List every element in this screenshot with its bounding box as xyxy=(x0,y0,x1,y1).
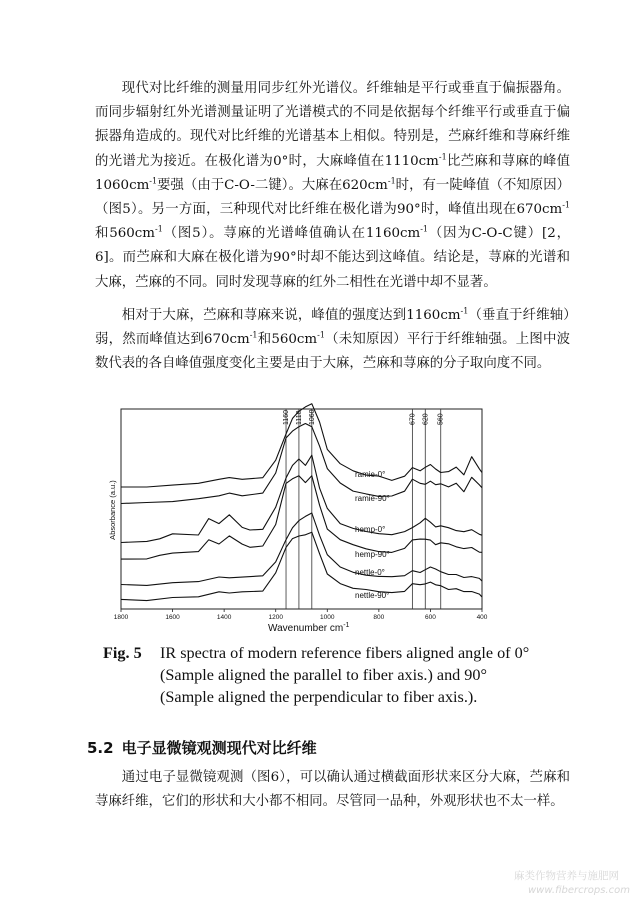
x-tick-label-600: 600 xyxy=(424,614,436,621)
section-number: 5.2 xyxy=(87,739,114,757)
figure-caption xyxy=(103,642,543,708)
marker-label-1160: 1160 xyxy=(283,409,291,425)
series-label-nettle-90°: nettle-90° xyxy=(355,591,390,600)
x-tick-label-1600: 1600 xyxy=(165,614,180,621)
x-tick-label-1200: 1200 xyxy=(268,614,283,621)
series-line-hemp-90° xyxy=(121,476,482,559)
watermark xyxy=(514,870,630,896)
marker-label-1060: 1060 xyxy=(308,409,316,425)
section-title: 电子显微镜观测现代对比纤维 xyxy=(121,739,317,757)
marker-label-1110: 1110 xyxy=(295,410,303,425)
series-line-hemp-0° xyxy=(121,455,482,542)
figure-caption-text: IR spectra of modern reference fibers aligned angle of 0° (Sample aligned the parallel to fiber axis.) and 90° (Sample aligned the perpendicular to fiber axis.). xyxy=(160,644,530,706)
paragraph-sem-observation: 通过电子显微镜观测（图6），可以确认通过横截面形状来区分大麻，苎麻和荨麻纤维，它们的形状和大小都不相同。尽管同一品种，外观形状也不太一样。 xyxy=(95,770,570,810)
series-line-ramie-90° xyxy=(121,424,482,504)
ir-spectra-chart xyxy=(108,405,492,637)
series-line-nettle-0° xyxy=(121,513,482,585)
series-label-ramie-0°: ramie-0° xyxy=(355,470,386,479)
x-tick-label-800: 800 xyxy=(373,614,385,621)
section-heading xyxy=(87,737,317,758)
y-axis-label: Absorbance (a.u.) xyxy=(108,480,117,540)
series-label-ramie-90°: ramie-90° xyxy=(355,494,390,503)
x-tick-label-1800: 1800 xyxy=(113,614,129,621)
x-tick-label-400: 400 xyxy=(476,614,488,621)
marker-label-560: 560 xyxy=(437,413,445,425)
series-line-nettle-90° xyxy=(121,532,482,600)
x-tick-label-1400: 1400 xyxy=(216,614,232,621)
series-label-hemp-90°: hemp-90° xyxy=(355,550,390,559)
series-label-nettle-0°: nettle-0° xyxy=(355,568,385,577)
watermark-text: 麻类作物营养与施肥网 xyxy=(514,870,619,882)
watermark-url: www.fibercrops.com xyxy=(528,885,630,896)
figure-label: Fig. 5 xyxy=(103,644,142,662)
x-axis-label: Wavenumber $cm^{-1}$ xyxy=(268,622,350,634)
series-label-hemp-0°: hemp-0° xyxy=(355,525,386,534)
paragraph-peak-intensity: 相对于大麻，苎麻和荨麻来说，峰值的强度达到$1160cm^{-1}$（垂直于纤维轴）弱，然而峰值达到$670cm^{-1}$和$560cm^{-1}$（未知原因）平行于纤维轴强。上图中波数代表的各自峰值强度变化主要是由于大麻，苎麻和荨麻的分子取向度不同。 xyxy=(95,306,571,372)
paragraph-spectra-comparison: 现代对比纤维的测量用同步红外光谱仪。纤维轴是平行或垂直于偏振器角。而同步辐射红外光谱测量证明了光谱模式的不同是依据每个纤维平行或垂直于偏振器角造成的。现代对比纤维的光谱基本上相似。特别是，苎麻纤维和荨麻纤维的光谱尤为接近。在极化谱为0°时，大麻峰值在$1110cm^{-1}$比苎麻和荨麻的峰值$1060cm^{-1}$要强（由于C-O-二键）。大麻在$620cm^{-1}$时，有一陡峰值（不知原因）（图5）。另一方面，三种现代对比纤维在极化谱为90°时，峰值出现在$670cm^{-1}$和$560cm^{-1}$（图5）。荨麻的光谱峰值确认在$1160cm^{-1}$（因为C-O-C键）[2，6]。而苎麻和大麻在极化谱为90°时却不能达到这峰值。结论是，荨麻的光谱和大麻，苎麻的不同。同时发现荨麻的红外二相性在光谱中却不显著。 xyxy=(95,81,570,290)
marker-label-670: 670 xyxy=(409,413,417,425)
plot-frame xyxy=(121,409,482,609)
marker-label-620: 620 xyxy=(422,413,430,425)
ir-spectra-figure xyxy=(108,405,492,641)
x-tick-label-1000: 1000 xyxy=(320,614,335,621)
